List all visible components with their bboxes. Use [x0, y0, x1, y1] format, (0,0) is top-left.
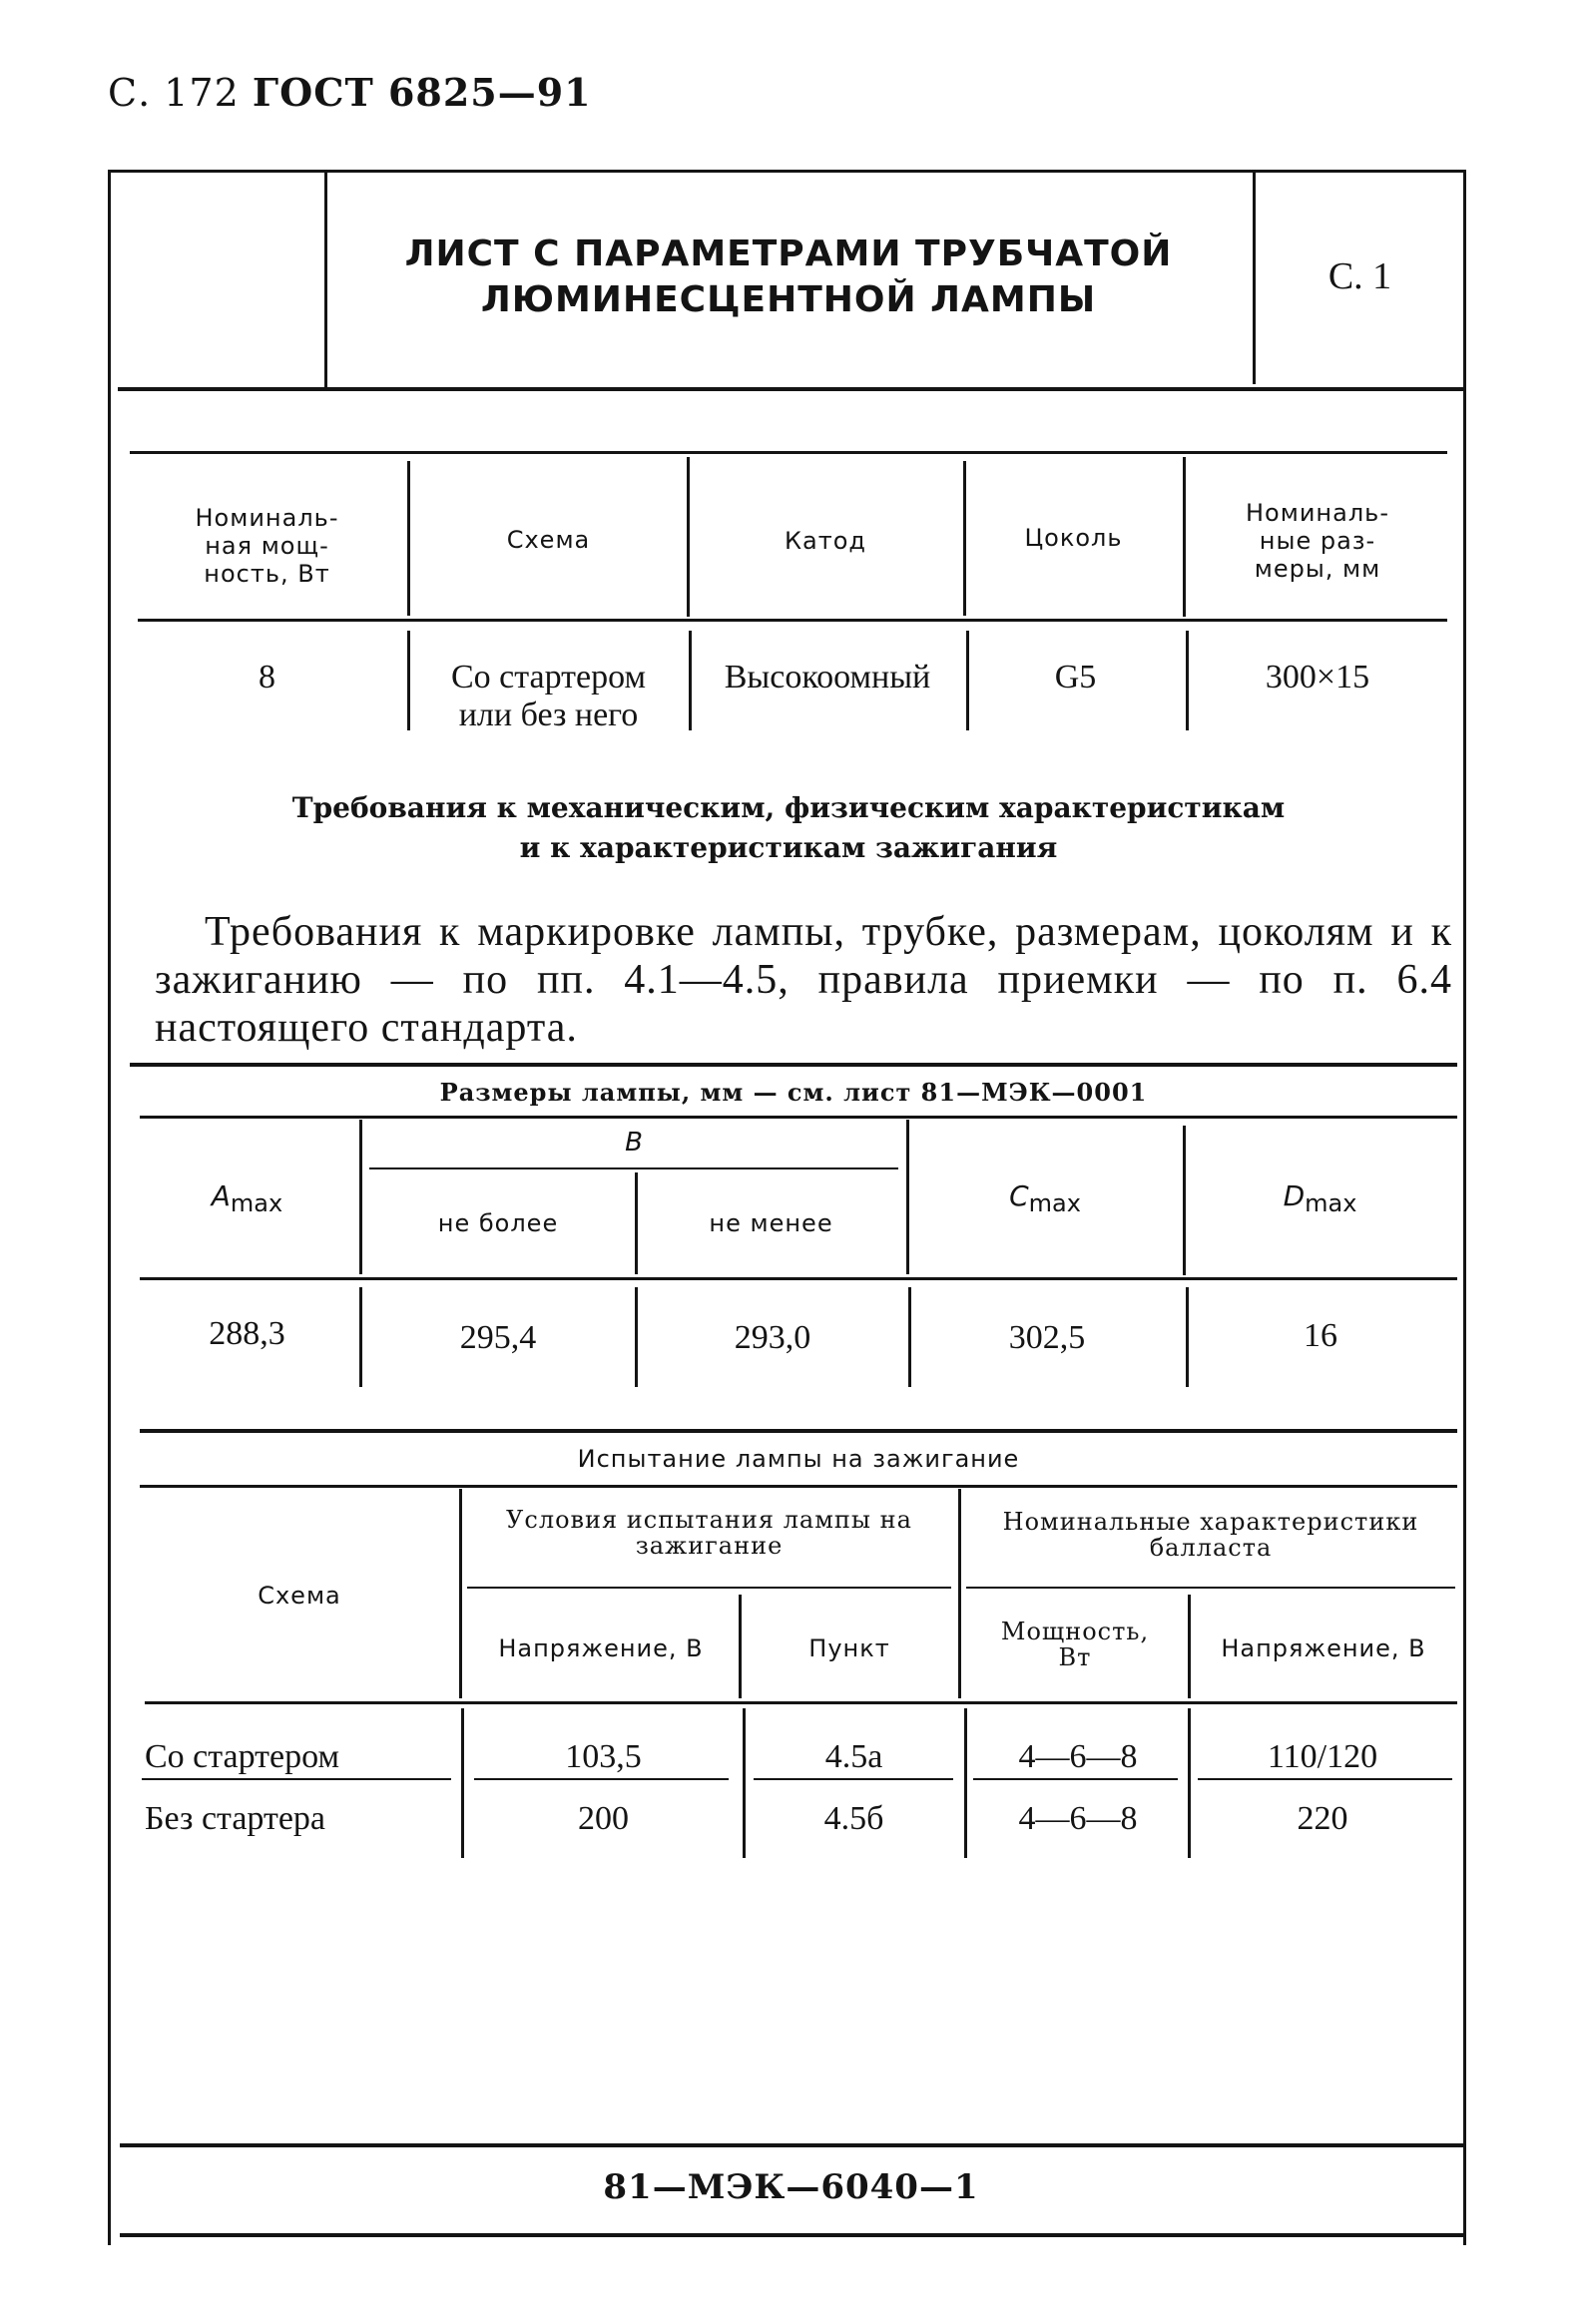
title-top-line [108, 170, 1466, 173]
header-ballast-power-line2: Вт [1058, 1643, 1092, 1671]
requirements-text: Требования к маркировке лампы, трубке, размерам, цоколям и к зажиганию — по пп. 4.1—4.5, правила приемки — по п. 6.4 настоящего стандарта. [155, 909, 1452, 1051]
dims-row-divider-3 [908, 1287, 911, 1387]
dims-col-divider-3 [1183, 1126, 1186, 1275]
ignition-ballast-line [966, 1587, 1455, 1589]
row1-underline-1 [142, 1778, 451, 1780]
title-right-divider [1253, 170, 1256, 384]
dims-caption: Размеры лампы, мм — см. лист 81—МЭК—0001 [439, 1078, 1148, 1107]
ignition-col-divider-2 [958, 1489, 961, 1698]
value-nominal-dims: 300×15 [1265, 659, 1370, 696]
value-scheme-line1: Со стартером [450, 659, 646, 696]
header-d-max-symbol: D [1283, 1179, 1306, 1212]
params-col-divider-1 [407, 461, 410, 616]
standard-number: ГОСТ 6825—91 [252, 70, 592, 115]
value-nominal-power: 8 [259, 659, 275, 696]
dims-row-divider-4 [1186, 1287, 1189, 1387]
value-d-max: 16 [1304, 1317, 1337, 1354]
row1-clause: 4.5а [824, 1738, 883, 1775]
ignition-sub-divider-2 [1188, 1595, 1191, 1698]
header-ballast-power [964, 1619, 1186, 1670]
header-ballast-line1: Номинальные характеристики [1002, 1508, 1419, 1536]
header-test-conditions-line2: зажигание [635, 1532, 784, 1560]
ignition-header-bottom-line [145, 1701, 1457, 1704]
sheet-title [329, 232, 1248, 323]
footer-sheet-code: 81—МЭК—6040—1 [603, 2167, 979, 2207]
header-a-max [140, 1179, 354, 1217]
header-ballast-voltage: Напряжение, В [1221, 1634, 1426, 1662]
header-ballast [964, 1509, 1457, 1561]
row2-voltage: 200 [578, 1800, 629, 1837]
params-top-line [130, 451, 1447, 454]
header-test-conditions-line1: Условия испытания лампы на [506, 1506, 912, 1534]
header-nominal-power-line2: ная мощ- [205, 532, 329, 560]
header-b-symbol: B [625, 1128, 643, 1158]
header-test-conditions [467, 1507, 951, 1559]
header-nominal-power-line1: Номиналь- [195, 504, 339, 532]
row1-underline-3 [754, 1778, 953, 1780]
row1-scheme: Со стартером [145, 1738, 340, 1775]
header-b-not-more: не более [437, 1209, 559, 1237]
value-base: G5 [1054, 659, 1097, 696]
header-test-voltage: Напряжение, В [498, 1634, 704, 1662]
dims-row-divider-1 [359, 1287, 362, 1387]
ignition-caption-bottom-line [140, 1485, 1457, 1488]
row1-underline-5 [1198, 1778, 1452, 1780]
header-nominal-dims-line2: ные раз- [1259, 527, 1376, 555]
sheet-title-line1: ЛИСТ С ПАРАМЕТРАМИ ТРУБЧАТОЙ [404, 233, 1173, 274]
header-b-not-less: не менее [709, 1209, 833, 1237]
header-a-max-symbol: A [211, 1179, 231, 1212]
requirements-heading-line2: и к характеристикам зажигания [519, 831, 1058, 864]
header-scheme: Схема [506, 526, 591, 554]
dims-row-divider-2 [635, 1287, 638, 1387]
row1-ballast-power: 4—6—8 [1018, 1738, 1138, 1775]
value-a-max: 288,3 [209, 1315, 285, 1352]
requirements-heading [120, 788, 1457, 868]
header-c-max-sub: max [1028, 1189, 1081, 1217]
ignition-conditions-line [467, 1587, 951, 1589]
row1-underline-2 [474, 1778, 729, 1780]
params-col-divider-2 [687, 457, 690, 617]
row2-ballast-voltage: 220 [1297, 1800, 1348, 1837]
header-c-max [910, 1179, 1180, 1217]
row2-scheme: Без стартера [145, 1800, 326, 1837]
header-nominal-dims-line3: меры, мм [1254, 555, 1381, 583]
ignition-sub-divider-1 [739, 1595, 742, 1698]
header-nominal-dims-line1: Номиналь- [1246, 499, 1389, 527]
params-header-bottom-line [138, 619, 1447, 622]
header-base: Цоколь [1024, 524, 1123, 552]
header-nominal-power-line3: ность, Вт [204, 560, 330, 588]
dims-b-subheader-line [369, 1167, 898, 1169]
sheet-page-number: С. 1 [1327, 255, 1392, 297]
footer-bottom-line [120, 2233, 1466, 2237]
value-scheme-line2: или без него [458, 697, 639, 733]
header-cathode: Катод [784, 527, 866, 555]
frame-left-line [108, 170, 111, 2245]
value-cathode: Высокоомный [724, 659, 931, 696]
sheet-title-line2: ЛЮМИНЕСЦЕНТНОЙ ЛАМПЫ [480, 279, 1097, 320]
dims-col-divider-1 [359, 1120, 362, 1274]
row2-ballast-power: 4—6—8 [1018, 1800, 1138, 1837]
title-bottom-line [118, 387, 1466, 391]
row2-clause: 4.5б [823, 1800, 884, 1837]
page-reference: С. 172 [108, 71, 240, 115]
row1-voltage: 103,5 [565, 1738, 642, 1775]
header-d-max [1188, 1179, 1452, 1217]
header-ignition-scheme: Схема [258, 1582, 341, 1610]
value-b-max: 295,4 [459, 1319, 537, 1356]
ignition-col-divider-1 [459, 1489, 462, 1698]
footer-top-line [120, 2143, 1466, 2147]
frame-right-line [1463, 170, 1466, 2245]
title-left-divider [324, 170, 327, 389]
row1-ballast-voltage: 110/120 [1267, 1738, 1378, 1775]
header-ballast-power-line1: Мощность, [1000, 1618, 1150, 1645]
header-nominal-power [130, 504, 404, 588]
dims-header-bottom-line [140, 1277, 1457, 1280]
row1-underline-4 [973, 1778, 1178, 1780]
header-b [364, 1128, 903, 1158]
value-c-max: 302,5 [1008, 1319, 1086, 1356]
dims-caption-bottom-line [140, 1116, 1457, 1119]
params-row-divider-1 [407, 631, 410, 730]
header-d-max-sub: max [1305, 1189, 1357, 1217]
header-ballast-line2: балласта [1149, 1534, 1273, 1562]
header-c-max-symbol: C [1009, 1179, 1029, 1212]
dims-b-divider [635, 1172, 638, 1274]
table-row [142, 1800, 1455, 1858]
params-col-divider-4 [1183, 457, 1186, 617]
header-nominal-dims [1188, 499, 1447, 583]
dims-top-line [130, 1063, 1457, 1067]
header-clause: Пункт [808, 1634, 890, 1662]
header-a-max-sub: max [230, 1189, 283, 1217]
value-scheme [411, 659, 686, 734]
running-head [108, 70, 592, 115]
dims-col-divider-2 [906, 1120, 909, 1274]
ignition-caption: Испытание лампы на зажигание [577, 1445, 1020, 1473]
value-b-min: 293,0 [734, 1319, 811, 1356]
table-row [142, 1738, 1455, 1796]
ignition-top-line [140, 1429, 1457, 1433]
requirements-heading-line1: Требования к механическим, физическим характеристикам [291, 791, 1286, 824]
